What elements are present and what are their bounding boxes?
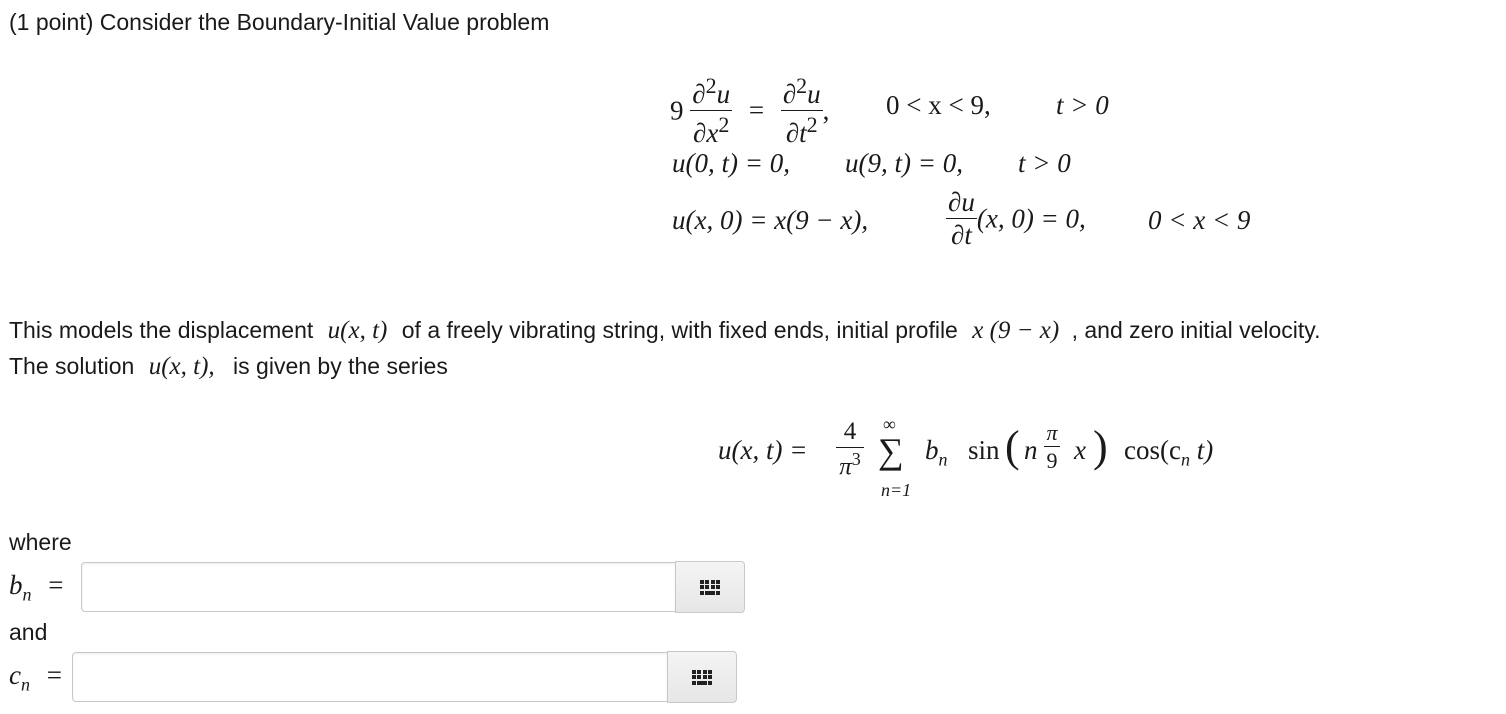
point-value: (1 point)	[9, 9, 94, 35]
description-line-2: The solution u(x, t), is given by the series	[9, 353, 448, 380]
series-coefficient: 4 $\pi^3$	[836, 419, 864, 481]
series-formula	[718, 415, 1238, 505]
description-line-1: This models the displacement u(x, t) of a freely vibrating string, with fixed ends, initial profile x (9 − x) , and zero initial velocity.	[9, 317, 1321, 344]
keypad-icon	[700, 580, 721, 595]
and-label: and	[9, 619, 48, 645]
initial-velocity-condition: $\frac{\partial u}{\partial t}$ (x, 0) = 0,	[948, 187, 1086, 251]
pde-equals: =	[748, 95, 765, 126]
header-text: Consider the Boundary-Initial Value problem	[99, 9, 550, 35]
series-lhs: u(x, t) =	[718, 435, 808, 465]
bn-label: $b_n$ =	[9, 570, 64, 605]
initial-domain: 0 < x < 9	[1148, 205, 1251, 235]
b-n-coef: $b_n$	[925, 435, 948, 470]
keypad-icon	[692, 670, 713, 685]
pi-over-9: π 9	[1044, 421, 1060, 472]
sin-arg-n: n	[1024, 435, 1038, 465]
initial-profile-inline: x (9 − x)	[972, 317, 1060, 344]
sum-upper-limit: ∞	[883, 414, 896, 434]
cn-keypad-button[interactable]	[667, 651, 737, 703]
sum-symbol: ∑	[878, 431, 904, 471]
u-xt-inline: u(x, t)	[327, 317, 388, 344]
sin-function: sin	[968, 435, 1000, 465]
left-paren: (	[1005, 422, 1020, 471]
initial-profile-condition: u(x, 0) = x(9 − x),	[672, 205, 869, 235]
sum-lower-limit: n=1	[881, 480, 912, 500]
cos-function: $\cos(c_n$ t)	[1124, 435, 1214, 470]
pde-coefficient: 9	[670, 95, 684, 126]
cn-input[interactable]	[72, 652, 668, 702]
domain-x: 0 < x < 9,	[886, 90, 991, 120]
sin-arg-x: x	[1074, 435, 1086, 465]
boundary-condition-left: u(0, t) = 0,	[672, 148, 790, 178]
problem-header	[9, 9, 549, 36]
d2u-dx2: $\frac{\partial^2u}{\partial x^2}$	[692, 73, 731, 149]
right-paren: )	[1093, 422, 1108, 471]
domain-t: t > 0	[1056, 90, 1109, 120]
bn-input[interactable]	[81, 562, 676, 612]
where-label: where	[9, 529, 72, 555]
d2u-dt2: $\frac{\partial^2u}{\partial t^2}$	[782, 73, 821, 149]
cn-label: $c_n$ =	[9, 660, 62, 695]
du-dt: $\frac{\partial u}{\partial t}$	[948, 187, 975, 251]
bn-keypad-button[interactable]	[675, 561, 745, 613]
pde-equation: 9 $\frac{\partial^2u}{\partial x^2}$ = $\frac{\partial^2u}{\partial t^2}$ ,	[670, 73, 830, 149]
u-xt-inline-2: u(x, t),	[148, 353, 215, 380]
boundary-time-domain: t > 0	[1018, 148, 1071, 178]
boundary-condition-right: u(9, t) = 0,	[845, 148, 963, 178]
